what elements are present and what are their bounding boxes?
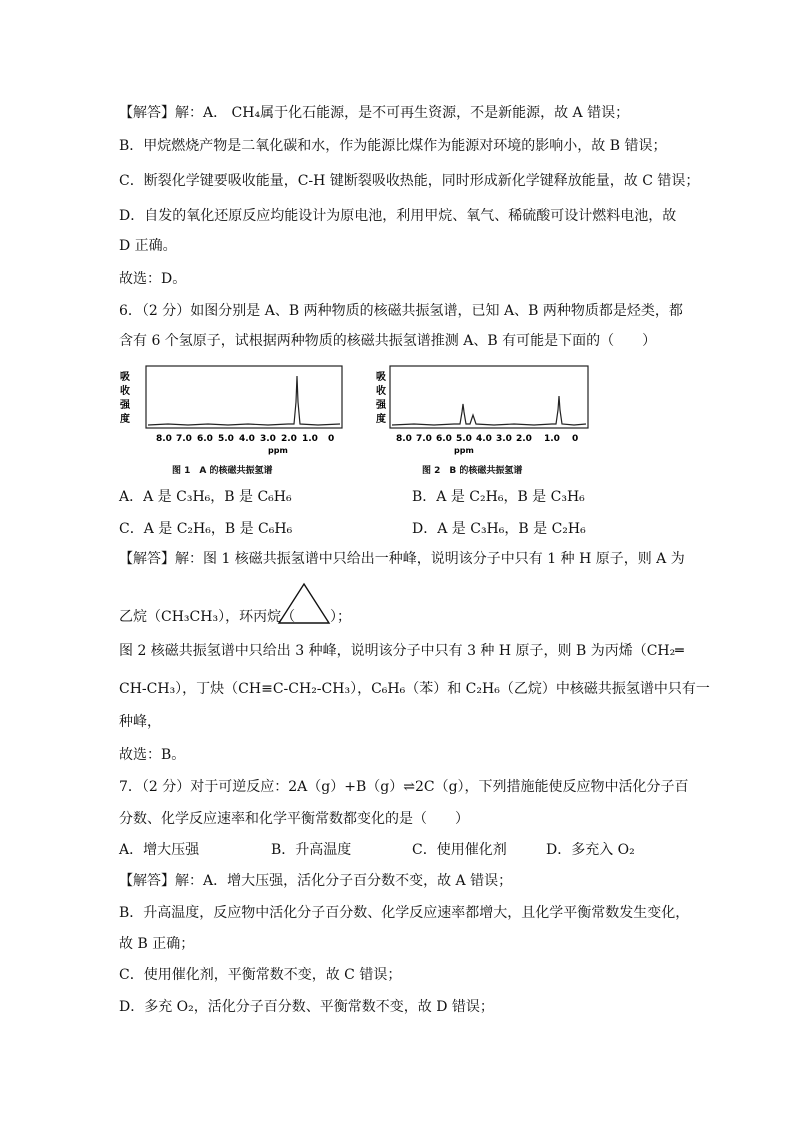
q6-answer-line-2b: ）；: [330, 609, 351, 625]
fig1-frame: [146, 366, 342, 428]
q6-stem-line-2: 含有 6 个氢原子，试根据两种物质的核磁共振氢谱推测 A、B 有可能是下面的（ ）: [119, 333, 657, 349]
q5-answer-line-6: 故选：D。: [119, 271, 187, 287]
fig1-tick: 0: [328, 434, 335, 444]
fig1-tick: 4.0: [239, 434, 255, 444]
q7-option-a: A．增大压强: [119, 842, 200, 858]
q5-answer-line-2: B．甲烷燃烧产物是二氧化碳和水，作为能源比煤作为能源对环境的影响小，故 B 错误；: [119, 138, 667, 154]
fig2-spectrum-line: [392, 396, 586, 425]
q6-answer-line-5: 种峰，: [119, 714, 161, 730]
fig2-ylabel-3: 强: [376, 400, 386, 411]
q7-answer-line-3: 故 B 正确；: [119, 936, 195, 952]
fig1-unit: ppm: [268, 446, 288, 455]
q6-answer-line-6: 故选：B。: [119, 747, 186, 763]
fig2-ylabel-1: 吸: [376, 372, 386, 383]
fig2-ylabel-4: 度: [376, 414, 386, 425]
fig1-caption: 图 1 A 的核磁共振氢谱: [172, 466, 273, 476]
fig2-tick: 0: [572, 434, 579, 444]
q7-option-d: D．多充入 O₂: [546, 842, 635, 858]
fig2-tick: 4.0: [476, 434, 492, 444]
fig1-tick: 5.0: [218, 434, 234, 444]
nmr-spectrum-a-svg: [118, 362, 348, 462]
q7-answer-line-2: B．升高温度，反应物中活化分子百分数、化学反应速率都增大，且化学平衡常数发生变化，: [119, 905, 690, 921]
cyclopropane-triangle-icon: [276, 581, 332, 627]
q7-option-c: C．使用催化剂: [412, 842, 507, 858]
q7-answer-line-1: 【解答】解：A．增大压强，活化分子百分数不变，故 A 错误；: [119, 873, 513, 889]
q7-answer-line-4: C．使用催化剂，平衡常数不变，故 C 错误；: [119, 967, 402, 983]
q6-option-b: B．A 是 C₂H₆，B 是 C₃H₆: [412, 489, 585, 505]
nmr-figure-2: [374, 362, 604, 462]
q7-option-b: B．升高温度: [271, 842, 352, 858]
fig1-ylabel-1: 吸: [120, 372, 130, 383]
q7-answer-line-5: D．多充 O₂，活化分子百分数、平衡常数不变，故 D 错误；: [119, 999, 494, 1015]
fig2-tick: 3.0: [496, 434, 512, 444]
fig2-tick: 2.0: [516, 434, 532, 444]
q6-option-a: A．A 是 C₃H₆，B 是 C₆H₆: [119, 489, 292, 505]
fig1-ylabel-3: 强: [120, 400, 130, 411]
fig1-tick: 8.0: [156, 434, 172, 444]
fig1-tick: 1.0: [302, 434, 318, 444]
fig2-frame: [390, 366, 588, 428]
fig2-ylabel-2: 收: [376, 386, 386, 397]
fig1-tick: 3.0: [260, 434, 276, 444]
q6-answer-line-1: 【解答】解：图 1 核磁共振氢谱中只给出一种峰，说明该分子中只有 1 种 H 原子，则 A 为: [119, 551, 685, 567]
q7-stem-line-1: 7．（2 分）对于可逆反应：2A（g）+B（g）⇌2C（g），下列措施能使反应物中活化分子百: [119, 779, 689, 795]
nmr-figure-1: [118, 362, 348, 462]
fig1-spectrum-line: [148, 376, 340, 425]
fig2-tick: 6.0: [436, 434, 452, 444]
q7-stem-line-2: 分数、化学反应速率和化学平衡常数都变化的是（ ）: [119, 811, 469, 827]
fig2-unit: ppm: [454, 446, 474, 455]
fig2-tick: 1.0: [544, 434, 560, 444]
nmr-spectrum-b-svg: [374, 362, 604, 462]
fig1-tick: 2.0: [281, 434, 297, 444]
q6-answer-line-4: CH-CH₃），丁炔（CH≡C-CH₂-CH₃），C₆H₆（苯）和 C₂H₆（乙烷）中核磁共振氢谱中只有一: [119, 681, 710, 697]
q6-stem-line-1: 6．（2 分）如图分别是 A、B 两种物质的核磁共振氢谱，已知 A、B 两种物质都是烃类，都: [119, 303, 683, 319]
q5-answer-line-3: C．断裂化学键要吸收能量，C-H 键断裂吸收热能，同时形成新化学键释放能量，故 C 错误；: [119, 173, 700, 189]
q6-option-c: C．A 是 C₂H₆，B 是 C₆H₆: [119, 521, 293, 537]
fig2-tick: 7.0: [416, 434, 432, 444]
q5-answer-line-5: D 正确。: [119, 238, 177, 254]
fig1-ylabel-2: 收: [120, 386, 130, 397]
q6-answer-line-2a: 乙烷（CH₃CH₃），环丙烷（: [119, 609, 296, 625]
q6-answer-line-3: 图 2 核磁共振氢谱中只给出 3 种峰，说明该分子中只有 3 种 H 原子，则 B 为丙烯（CH₂═: [119, 643, 684, 659]
fig1-ylabel-4: 度: [120, 414, 130, 425]
q5-answer-line-4: D．自发的氧化还原反应均能设计为原电池，利用甲烷、氧气、稀硫酸可设计燃料电池，故: [119, 208, 677, 224]
fig1-tick: 7.0: [176, 434, 192, 444]
fig1-tick: 6.0: [197, 434, 213, 444]
q5-answer-line-1: 【解答】解：A． CH₄属于化石能源，是不可再生资源，不是新能源，故 A 错误；: [119, 105, 630, 121]
fig2-tick: 8.0: [396, 434, 412, 444]
fig2-tick: 5.0: [456, 434, 472, 444]
q6-option-d: D．A 是 C₃H₆，B 是 C₂H₆: [412, 521, 586, 537]
fig2-caption: 图 2 B 的核磁共振氢谱: [422, 466, 523, 476]
